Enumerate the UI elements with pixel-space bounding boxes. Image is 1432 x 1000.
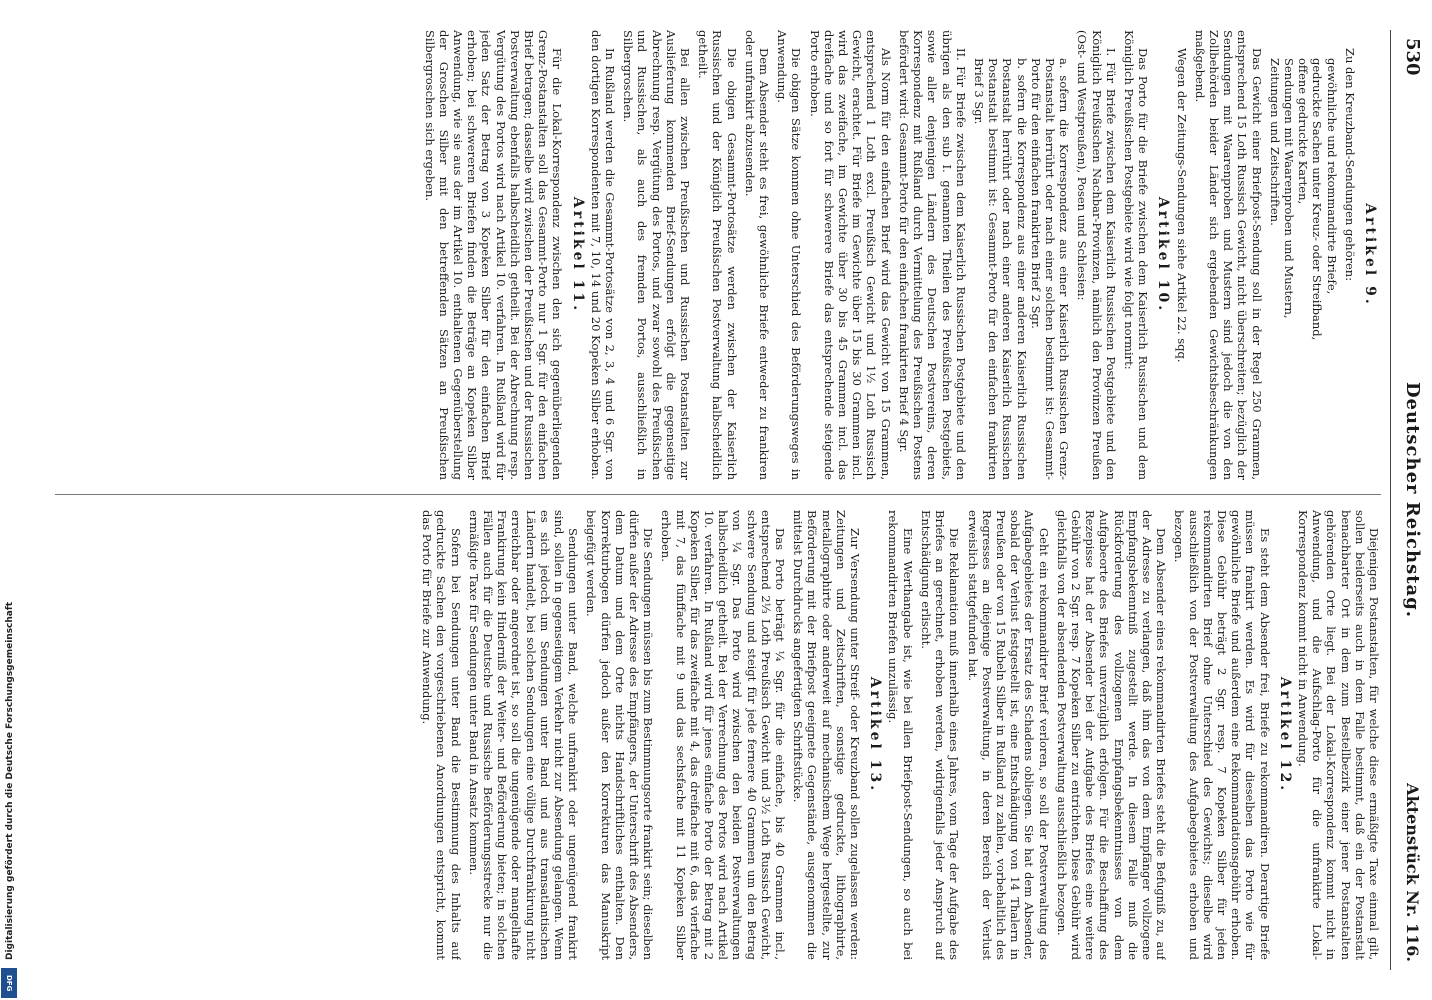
article-9-list-item: Zeitungen und Zeitschriften.: [1267, 58, 1282, 226]
article-9-list-item: Sendungen mit Waarenproben und Mustern,: [1281, 58, 1296, 319]
article-11-paragraph: Für die Lokal-Korrespondenz zwischen den sich gegenüberliegenden Grenz-Postanstalten soll das Gesammt-Porto nur 1 Sgr. für den einfachen Brief betragen; dasselbe wird zwischen der Preußischen und der Russischen Postverwaltung ebenfalls halbscheidlich getheilt. Bei der Abrechnung resp. Vergütung des Portos wird nach Artikel 10. verfahren. In Rußland wird für jeden Satz der Betrag von 3 Kopeken Silber für den einfachen Brief erhoben; bei schwereren Briefen finden die Beträge an Kopeken Silber Anwendung, wie sie aus der im Artikel 10. enthaltenen Gegenüberstellung der Groschen Silber mit den betreffenden Sätzen an Preußischen Silbergroschen sich ergeben.: [422, 30, 565, 480]
scanned-page-viewport: [30, 20, 1430, 990]
article-10-section-2: II. Für Briefe zwischen dem Kaiserlich Russischen Postgebiete und den übrigen als den sub I. genannten Theilen des Preußischen Postgebiets, sowie aller denjenigen Ländern des Deutschen Postvereins, deren Korrespondenz mit Rußland durch Vermittelung des Preußischen Postens befördert wird: Gesammt-Porto für den einfachen frankirten Brief 4 Sgr.: [896, 30, 968, 480]
article-10-paragraph: Dem Absender steht es frei, gewöhnliche Briefe entweder zu frankiren oder unfrankirt abzusenden.: [742, 30, 772, 480]
left-text-column: [45, 30, 1381, 480]
article-10-item-b: b. sofern die Korrespondenz aus einer anderen Kaiserlich Russischen Postanstalt herrührt oder nach einer anderen Kaiserlich Russischen Postanstalt bestimmt ist: Gesammt-Porto für den einfachen frankirten Brief 3 Sgr.: [971, 58, 1029, 480]
article-12-paragraph: Dem Absender eines rekommandirten Briefes steht die Befugniß zu, auf der Adresse zu verlangen, daß ihm das von dem Empfänger vollzogene Empfangsbekenntniß zugestellt werde. In diesem Falle muß die Rückforderung des vollzogenen Empfangsbekenntnisses von dem Aufgabeorte des Briefes unverzüglich erfolgen. Für die Beschaffung des Rezepisse hat der Absender bei der Aufgabe des Briefes eine weitere Gebühr von 2 Sgr. resp. 7 Kopeken Silber zu entrichten. Diese Gebühr wird gleichfalls von der absendenden Postverwaltung ausschließlich bezogen.: [1054, 510, 1169, 960]
article-11-heading: Artikel 11.: [569, 196, 586, 314]
article-9-intro: Zu den Kreuzband-Sendungen gehören:: [1342, 48, 1357, 282]
column-divider: [55, 494, 1381, 495]
article-12-heading: Artikel 12.: [1276, 676, 1293, 794]
article-9-list: [1268, 30, 1339, 480]
dfg-logo: DFG: [1, 968, 17, 998]
publication-title: Deutscher Reichstag.: [1402, 381, 1423, 619]
article-10-weight-norm: Als Norm für den einfachen Brief wird das Gewicht von 15 Grammen, entsprechend 1 Loth excl. Preußisch Gewicht und 1½ Loth Russisch Gewicht, erachtet. Für Briefe im Gewichte über 15 bis 30 Grammen incl. wird das zweifache, im Gewichte über 30 bis 45 Grammen incl. das dreifache und so fort für schwerere Briefe das entsprechende steigende Porto erhoben.: [807, 30, 893, 480]
article-9-weight-paragraph: Das Gewicht einer Briefpost-Sendung soll in der Regel 250 Grammen, entsprechend 15 Loth Russisch Gewicht, nicht überschreiten; bezüglich der Sendungen mit Waarenproben und Mustern sind jedoch die von den Zollbehörden beider Länder sich ergebenden Gewichtsbeschränkungen maßgebend.: [1192, 30, 1264, 480]
article-13-paragraph: Die Sendungen müssen bis zum Bestimmungsorte frankirt sein; dieselben dürfen außer der Adresse des Empfängers, der Unterschrift des Absenders, dem Datum und dem Orte nichts Handschriftliches enthalten. Den Korrekturbogen dürfen jedoch außer den Korrekturen das Manuskript beigefügt werden.: [584, 510, 656, 960]
article-9-newspaper-paragraph: Wegen der Zeitungs-Sendungen siehe Artikel 22. sqq.: [1174, 48, 1189, 363]
article-13-paragraph: Sendungen unter Band, welche unfrankirt oder ungenügend frankirt sind, sollen in gegenseitigem Verkehr nicht zur Absendung gelangen. Wenn es sich jedoch um Sendungen unter Band und aus transatlantischen Ländern handelt, bei solchen Sendungen eine völlige Durchfrankirung nicht erreichbar oder angeordnet ist, so soll die ungenügende oder mangelhafte Frankirung kein Hinderniß der Weiter- und Beförderung bieten; in solchen Fällen auch für die Deutsche und Russische Beförderungsstrecke nur die ermäßigte Taxe für Sendungen unter Band in Ansatz kommen.: [466, 510, 581, 960]
newspaper-page: [35, 20, 1425, 980]
article-10-sublist: [972, 30, 1071, 480]
article-9-list-item: gewöhnliche und rekommandirte Briefe,: [1324, 58, 1339, 295]
digitization-credit-strip: [0, 0, 18, 1000]
article-12-paragraph: Geht ein rekommandirter Brief verloren, so soll der Postverwaltung des Aufgabegebietes der Ersatz des Schadens obliegen. Sie hat dem Absender, sobald der Verlust festgestellt ist, eine Entschädigung von 14 Thalern in Preußen oder von 15 Rubeln Silber in Rußland zu zahlen, vorbehaltlich des Regresses an diejenige Postverwaltung, in deren Bereich der Verlust erweislich stattgefunden hat.: [965, 510, 1051, 960]
right-text-column: [45, 510, 1381, 960]
article-10-paragraph: Bei allen zwischen Preußischen und Russischen Postanstalten zur Auslieferung kommenden Brief-Sendungen erfolgt die gegenseitige Abrechnung resp. Vergütung des Portos, und zwar sowohl des Preußischen und Russischen, als auch des fremden Portos, ausschließlich in Silbergroschen.: [621, 30, 693, 480]
article-12-paragraph: Es steht dem Absender frei, Briefe zu rekommandiren. Derartige Briefe müssen frankirt werden. Es wird für dieselben das Porto wie für gewöhnliche Briefe und außerdem eine Rekommandationsgebühr erhoben. Diese Gebühr beträgt 2 Sgr. resp. 7 Kopeken Silber für jeden rekommandirten Brief ohne Unterschied des Gewichts; dieselbe wird ausschließlich von der Postverwaltung des Aufgabegebietes erhoben und bezogen.: [1172, 510, 1272, 960]
article-10-item-a: a. sofern die Korrespondenz aus einer Kaiserlich Russischen Grenz-Postanstalt herrührt oder nach einer solchen bestimmt ist: Gesammt-Porto für den einfachen frankirten Brief 2 Sgr.: [1028, 58, 1072, 480]
digitization-credit-text: Digitalisierung gefördert durch die Deutsche Forschungsgemeinschaft: [5, 601, 15, 960]
article-12-paragraph: Eine Werthangabe ist, wie bei allen Briefpost-Sendungen, so auch bei rekommandirten Briefen unzulässig.: [886, 510, 915, 960]
article-13-paragraph: Zur Versendung unter Streif- oder Kreuzband sollen zugelassen werden: Zeitungen und Zeitschriften, sonstige gedruckte, lithographirte, metallographirte oder anderweit auf mechanischem Wege hergestellte, zur Beförderung mit der Briefpost geeignete Gegenstände, ausgenommen die mittelst Durchdrucks angefertigten Schriftstücke.: [791, 510, 863, 960]
article-13-paragraph: Sofern bei Sendungen unter Band die Bestimmung des Inhalts auf gedruckte Sachen den vorgeschriebenen Anordnungen entspricht, kommt das Porto für Briefe zur Anwendung.: [420, 510, 463, 960]
page-header: [1390, 30, 1425, 970]
article-13-paragraph: Das Porto beträgt ¼ Sgr. für die einfache, bis 40 Grammen incl., entsprechend 2⅓ Loth Preußisch Gewicht und 3½ Loth Russisch Gewicht, schwere Sendung und steigt für jede fernere 40 Grammen um den Betrag von ¼ Sgr. Das Porto wird zwischen den beiden Postverwaltungen halbscheidlich getheilt. Bei der Verrechnung des Portos wird nach Artikel 10. verfahren. In Rußland wird für jenes einfache Porto der Betrag mit 2 Kopeken Silber, für das zweifache mit 4, das dreifache mit 6, das vierfache mit 7, das fünffache mit 9 und das sechsfache mit 11 Kopeken Silber erhoben.: [659, 510, 788, 960]
page-number: 530: [1402, 38, 1423, 76]
article-10-heading: Artikel 10.: [1155, 196, 1172, 314]
article-12-paragraph: Die Reklamation muß innerhalb eines Jahres, vom Tage der Aufgabe des Briefes an gerechnet, erhoben werden, widrigenfalls jeder Anspruch auf Entschädigung erlischt.: [918, 510, 962, 960]
continued-paragraph: Diejenigen Postanstalten, für welche diese ermäßigte Taxe einmal gilt, sollen beiderseits auch in dem Falle bestimmt, daß ein der Postanstalt benachbarter Ort in dem zum Bestellbezirk einer jener Postanstalten gehörenden Orte liegt. Bei der Lokal-Korrespondenz kommt nicht in Anwendung, und die Aufschlag-Porto für die unfrankirte Lokal-Korrespondenz kommt nicht in Anwendung.: [1295, 510, 1381, 960]
article-10-paragraph: Die obigen Sätze kommen ohne Unterschied des Beförderungsweges in Anwendung.: [775, 30, 804, 480]
article-10-intro: Das Porto für die Briefe zwischen dem Kaiserlich Russischen und dem Königlich Preußischen Postgebiete wird wie folgt normirt:: [1121, 30, 1151, 480]
document-number: Aktenstück Nr. 116.: [1403, 783, 1422, 962]
article-9-list-item: offene gedruckte Karten,: [1296, 58, 1311, 205]
article-10-paragraph: In Rußland werden die Gesammt-Portosätze von 2, 3, 4 und 6 Sgr. von den dortigen Korrespondenten mit 7, 10, 14 und 20 Kopeken Silber erhoben.: [588, 30, 618, 480]
article-13-heading: Artikel 13.: [867, 676, 884, 794]
article-10-paragraph: Die obigen Gesammt-Portosätze werden zwischen der Kaiserlich Russischen und der Königlich Preußischen Postverwaltung halbscheidlich getheilt.: [696, 30, 739, 480]
article-9-list-item: gedruckte Sachen unter Kreuz- oder Streifband,: [1310, 58, 1325, 341]
article-10-section-1: I. Für Briefe zwischen dem Kaiserlich Russischen Postgebiete und den Königlich Preußischen Nachbar-Provinzen, nämlich den Provinzen Preußen (Ost- und Westpreußen), Posen und Schlesien:: [1075, 30, 1118, 480]
article-9-heading: Artikel 9.: [1362, 203, 1378, 307]
